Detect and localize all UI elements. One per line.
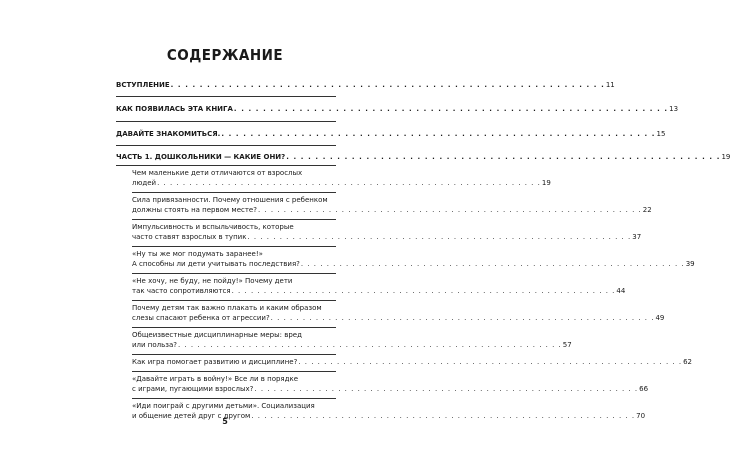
toc-entry-line: так часто сопротивляются <box>132 286 231 295</box>
toc-entry-title: ЧАСТЬ 1. ДОШКОЛЬНИКИ — КАКИЕ ОНИ? <box>116 153 286 161</box>
toc-entry-line: Чем маленькие дети отличаются от взрослых <box>132 169 303 177</box>
toc-leader-dots: . . . . . . . . . . . . . . . . . . . . . . . . . . . . . . . . . . . . . . . . . . . . . . . . . . . . . . . . . . . . <box>257 205 642 214</box>
toc-entry-title: ВСТУПЛЕНИЕ <box>116 81 170 89</box>
toc-divider <box>116 145 336 146</box>
toc-entry-title: ДАВАЙТЕ ЗНАКОМИТЬСЯ. <box>116 130 221 138</box>
toc-divider <box>132 327 336 328</box>
toc-leader-dots: . . . . . . . . . . . . . . . . . . . . . . . . . . . . . . . . . . . . . . . . . . . . . . . . . . . . . . . . . . . . <box>231 286 616 295</box>
toc-leader-dots: . . . . . . . . . . . . . . . . . . . . . . . . . . . . . . . . . . . . . . . . . . . . . . . . . . . . . . . . . . . . <box>221 130 656 138</box>
toc-sub-entry <box>132 169 551 188</box>
toc-entry-page: 44 <box>616 286 626 295</box>
toc-leader-dots: . . . . . . . . . . . . . . . . . . . . . . . . . . . . . . . . . . . . . . . . . . . . . . . . . . . . . . . . . . . . <box>157 178 541 187</box>
toc-entry-line: слезы спасают ребенка от агрессии? <box>132 313 270 322</box>
toc-sub-entry <box>132 277 626 296</box>
toc-entry-title: КАК ПОЯВИЛАСЬ ЭТА КНИГА <box>116 105 233 113</box>
toc-entry-line: Импульсивность и вспыльчивость, которые <box>132 223 294 231</box>
toc-divider <box>116 121 336 122</box>
toc-leader-dots: . . . . . . . . . . . . . . . . . . . . . . . . . . . . . . . . . . . . . . . . . . . . . . . . . . . . . . . . . . . . <box>170 81 605 89</box>
toc-sub-entry <box>132 331 572 350</box>
toc-entry-line: и общение детей друг с другом <box>132 411 251 420</box>
toc-divider <box>132 219 336 220</box>
toc-leader-dots: . . . . . . . . . . . . . . . . . . . . . . . . . . . . . . . . . . . . . . . . . . . . . . . . . . . . . . . . . . . . <box>300 259 685 268</box>
toc-entry-page: 19 <box>721 153 730 161</box>
toc-sub-entry <box>132 250 695 269</box>
toc-main-entry <box>116 102 679 114</box>
toc-entry-page: 22 <box>642 205 652 214</box>
toc-entry-page: 15 <box>656 130 666 138</box>
toc-entry-line: «Ну ты же мог подумать заранее!» <box>132 250 263 258</box>
toc-entry-page: 62 <box>683 358 693 366</box>
toc-entry-line: часто ставят взрослых в тупик <box>132 232 247 241</box>
toc-sub-entry <box>132 375 649 394</box>
toc-entry-line: или польза? <box>132 340 177 349</box>
toc-entry-page: 49 <box>655 313 665 322</box>
toc-entry-page: 39 <box>685 259 695 268</box>
toc-divider <box>116 96 336 97</box>
toc-entry-page: 13 <box>669 105 679 113</box>
toc-divider <box>132 354 336 355</box>
toc-entry-line: людей <box>132 178 157 187</box>
toc-sub-entry <box>132 358 693 368</box>
toc-main-entry <box>116 150 730 162</box>
toc-entry-line: «Иди поиграй с другими детьми». Социализация <box>132 402 315 410</box>
toc-divider <box>132 300 336 301</box>
toc-entry-line: А способны ли дети учитывать последствия? <box>132 259 300 268</box>
toc-main-entry <box>116 127 666 139</box>
toc-divider <box>132 246 336 247</box>
toc-divider <box>132 192 336 193</box>
toc-entry-page: 66 <box>639 384 649 393</box>
toc-divider <box>116 165 336 166</box>
toc-entry-line: Почему детям так важно плакать и каким образом <box>132 304 322 312</box>
toc-leader-dots: . . . . . . . . . . . . . . . . . . . . . . . . . . . . . . . . . . . . . . . . . . . . . . . . . . . . . . . . . . . . <box>298 358 683 366</box>
toc-entry-line: «Давайте играть в войну!» Все ли в порядке <box>132 375 299 383</box>
toc-leader-dots: . . . . . . . . . . . . . . . . . . . . . . . . . . . . . . . . . . . . . . . . . . . . . . . . . . . . . . . . . . . . <box>251 411 636 420</box>
page-title: СОДЕРЖАНИЕ <box>166 46 284 64</box>
toc-entry-line: с играми, пугающими взрослых? <box>132 384 254 393</box>
toc-entry-page: 19 <box>541 178 551 187</box>
toc-divider <box>132 273 336 274</box>
toc-sub-entry <box>132 196 652 215</box>
toc-entry-page: 11 <box>605 81 615 89</box>
toc-entry-line: «Не хочу, не буду, не пойду!» Почему дети <box>132 277 293 285</box>
toc-main-entry <box>116 78 615 90</box>
toc-entry-line: Сила привязанности. Почему отношения с ребенком <box>132 196 328 204</box>
toc-entry-page: 37 <box>632 232 642 241</box>
toc-sub-entry <box>132 304 665 323</box>
toc-divider <box>132 398 336 399</box>
toc-leader-dots: . . . . . . . . . . . . . . . . . . . . . . . . . . . . . . . . . . . . . . . . . . . . . . . . . . . . . . . . . . . . <box>286 153 721 161</box>
toc-leader-dots: . . . . . . . . . . . . . . . . . . . . . . . . . . . . . . . . . . . . . . . . . . . . . . . . . . . . . . . . . . . . <box>254 384 639 393</box>
page-number: 5 <box>222 417 228 426</box>
toc-leader-dots: . . . . . . . . . . . . . . . . . . . . . . . . . . . . . . . . . . . . . . . . . . . . . . . . . . . . . . . . . . . . <box>177 340 562 349</box>
toc-entry-line: Как игра помогает развитию и дисциплине? <box>132 358 298 366</box>
toc-sub-entry <box>132 223 642 242</box>
toc-entry-page: 57 <box>562 340 572 349</box>
toc-entry-line: Общеизвестные дисциплинарные меры: вред <box>132 331 302 339</box>
toc-entry-line: должны стоять на первом месте? <box>132 205 257 214</box>
toc-leader-dots: . . . . . . . . . . . . . . . . . . . . . . . . . . . . . . . . . . . . . . . . . . . . . . . . . . . . . . . . . . . . <box>247 232 632 241</box>
toc-divider <box>132 371 336 372</box>
toc-leader-dots: . . . . . . . . . . . . . . . . . . . . . . . . . . . . . . . . . . . . . . . . . . . . . . . . . . . . . . . . . . . . <box>233 105 669 113</box>
toc-leader-dots: . . . . . . . . . . . . . . . . . . . . . . . . . . . . . . . . . . . . . . . . . . . . . . . . . . . . . . . . . . . . <box>270 313 655 322</box>
toc-entry-page: 70 <box>636 411 646 420</box>
